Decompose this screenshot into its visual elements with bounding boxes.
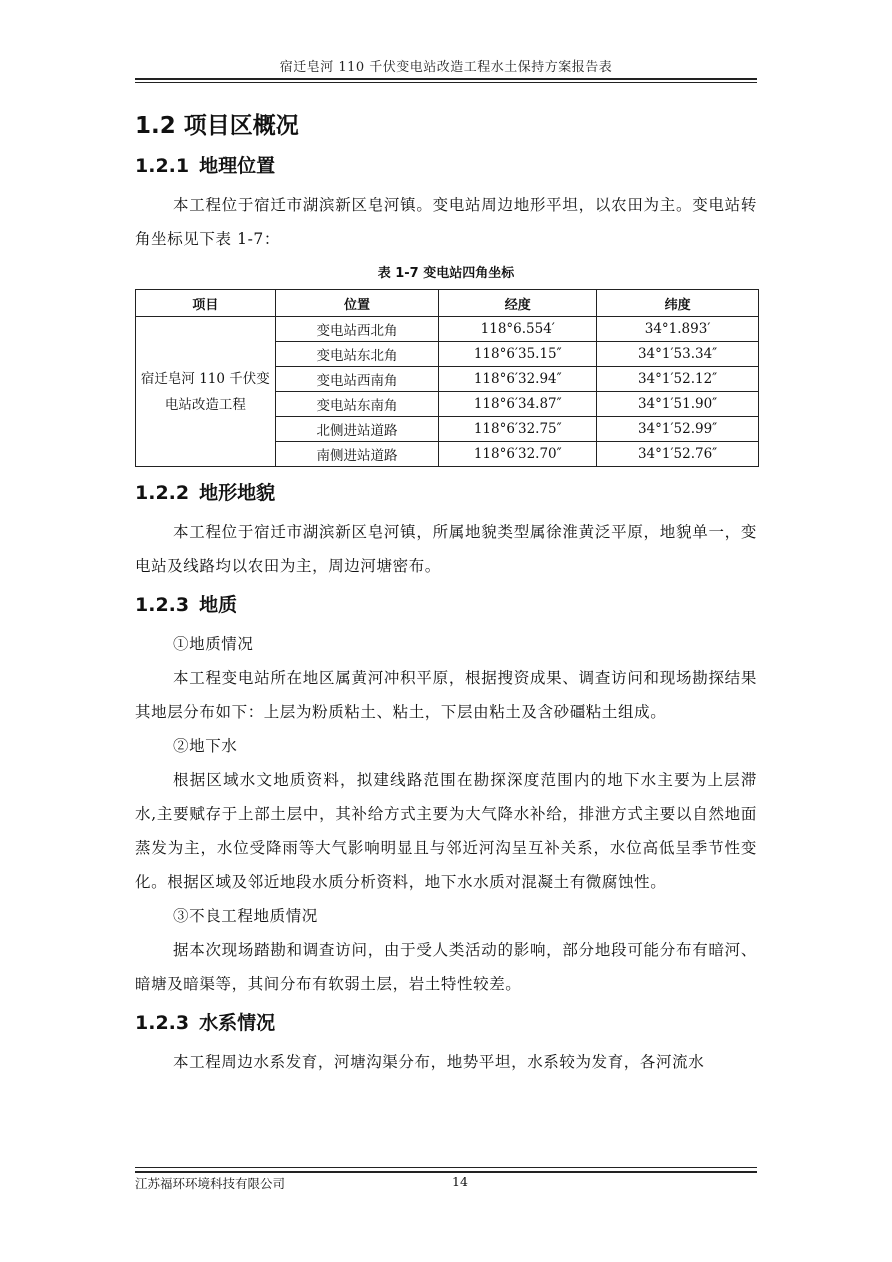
page-header: 宿迁皂河 110 千伏变电站改造工程水土保持方案报告表 (279, 60, 613, 75)
footer-rule (135, 1171, 757, 1173)
geology-item-3: ③不良工程地质情况 (173, 907, 318, 925)
subsection-number: 1.2.2 (135, 482, 190, 504)
geology-paragraph-1: 本工程变电站所在地区属黄河冲积平原，根据搜资成果、调查访问和现场勘探结果其地层分布如下：上层为粉质粘土、粘土，下层由粘土及含砂礓粘土组成。 (135, 669, 757, 721)
latitude-cell: 34°1′53.34″ (597, 342, 759, 367)
longitude-cell: 118°6′35.15″ (439, 342, 597, 367)
position-cell: 变电站东北角 (275, 342, 439, 367)
latitude-cell: 34°1′52.99″ (597, 417, 759, 442)
section-title: 1.2 项目区概况 (135, 113, 299, 139)
position-cell: 变电站西北角 (275, 317, 439, 342)
longitude-cell: 118°6′32.75″ (439, 417, 597, 442)
geology-item-1: ①地质情况 (173, 635, 254, 653)
project-cell: 宿迁皂河 110 千伏变电站改造工程 (136, 317, 276, 467)
table-header-row (136, 290, 759, 317)
page-number: 14 (452, 1174, 468, 1189)
longitude-cell: 118°6′32.94″ (439, 367, 597, 392)
header-longitude: 经度 (439, 290, 597, 317)
subsection-terrain-heading (135, 479, 757, 507)
subsection-number: 1.2.1 (135, 155, 190, 177)
footer-rule-thin (135, 1167, 757, 1168)
geology-paragraph-2: 根据区域水文地质资料，拟建线路范围在勘探深度范围内的地下水主要为上层滞水,主要赋存于上部土层中，其补给方式主要为大气降水补给，排泄方式主要以自然地面蒸发为主，水位受降雨等大气影响明显且与邻近河沟呈互补关系，水位高低呈季节性变化。根据区域及邻近地段水质分析资料，地下水水质对混凝土有微腐蚀性。 (135, 771, 757, 891)
header-project: 项目 (136, 290, 276, 317)
subsection-title: 地质 (199, 594, 238, 616)
subsection-number: 1.2.3 (135, 1012, 190, 1034)
table-row (136, 317, 759, 342)
subsection-number: 1.2.3 (135, 594, 190, 616)
position-cell: 变电站西南角 (275, 367, 439, 392)
header-rule-thin (135, 82, 757, 83)
latitude-cell: 34°1′52.12″ (597, 367, 759, 392)
latitude-cell: 34°1.893′ (597, 317, 759, 342)
geology-paragraph-3: 据本次现场踏勘和调查访问，由于受人类活动的影响，部分地段可能分布有暗河、暗塘及暗渠等，其间分布有软弱土层，岩土特性较差。 (135, 941, 757, 993)
position-cell: 变电站东南角 (275, 392, 439, 417)
subsection-title: 地形地貌 (199, 482, 276, 504)
water-paragraph: 本工程周边水系发育，河塘沟渠分布，地势平坦，水系较为发育，各河流水 (173, 1053, 705, 1071)
header-rule (135, 78, 757, 80)
terrain-paragraph: 本工程位于宿迁市湖滨新区皂河镇，所属地貌类型属徐淮黄泛平原，地貌单一，变电站及线路均以农田为主，周边河塘密布。 (135, 523, 757, 575)
footer-company: 江苏福环环境科技有限公司 (135, 1176, 286, 1191)
longitude-cell: 118°6′32.70″ (439, 442, 597, 467)
geology-item-2: ②地下水 (173, 737, 238, 755)
subsection-geology-heading (135, 591, 757, 619)
header-latitude: 纬度 (597, 290, 759, 317)
latitude-cell: 34°1′52.76″ (597, 442, 759, 467)
subsection-title: 地理位置 (199, 155, 276, 177)
position-cell: 北侧进站道路 (275, 417, 439, 442)
header-position: 位置 (275, 290, 439, 317)
subsection-title: 水系情况 (199, 1012, 276, 1034)
coordinates-table (135, 289, 759, 467)
subsection-location-heading (135, 152, 757, 180)
page-content (135, 100, 757, 1079)
table-caption: 表 1-7 变电站四角坐标 (377, 266, 515, 281)
latitude-cell: 34°1′51.90″ (597, 392, 759, 417)
location-paragraph: 本工程位于宿迁市湖滨新区皂河镇。变电站周边地形平坦，以农田为主。变电站转角坐标见下表 1-7： (135, 196, 757, 248)
longitude-cell: 118°6′34.87″ (439, 392, 597, 417)
subsection-water-heading (135, 1009, 757, 1037)
position-cell: 南侧进站道路 (275, 442, 439, 467)
longitude-cell: 118°6.554′ (439, 317, 597, 342)
